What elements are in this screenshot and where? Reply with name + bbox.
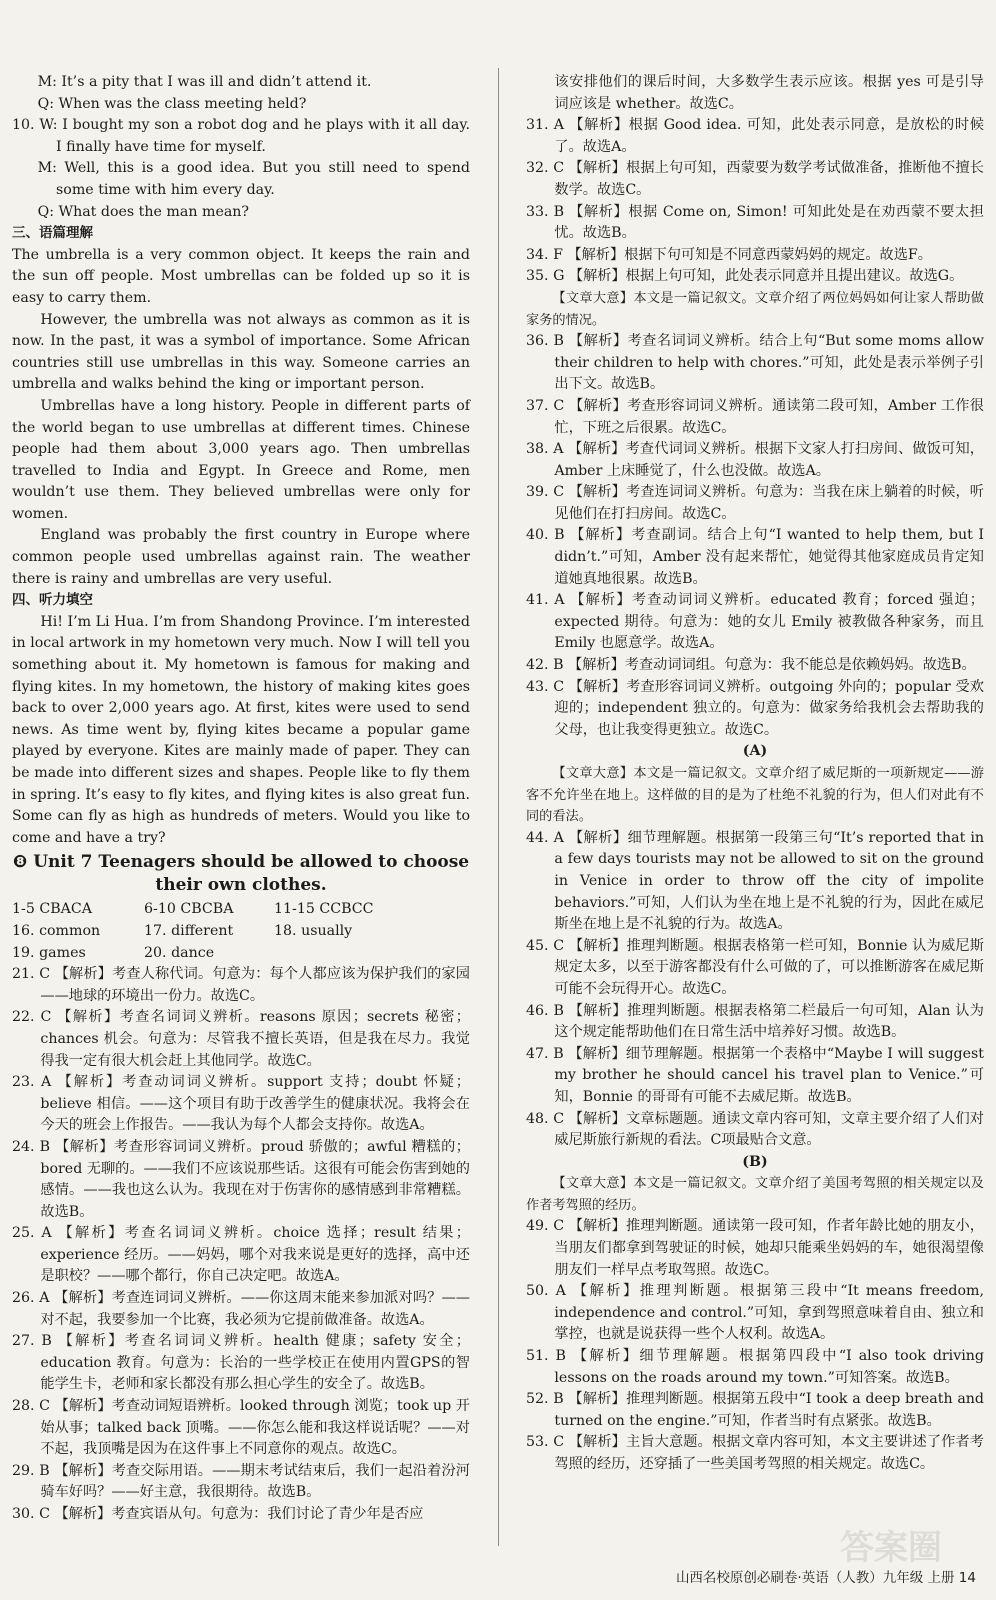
- passage-paragraph: However, the umbrella was not always as common as it is now. In the past, it was a symbol of importance. Some African countries still use umbrellas in this way. Someone carries an umbrella and walks behind the king or important person.: [12, 311, 470, 393]
- dialog-line: Q: What does the man mean?: [37, 203, 250, 220]
- answer-cell: 11-15 CCBCC: [274, 901, 374, 918]
- answer-item: 29. B 【解析】考查交际用语。——期末考试结束后，我们一起沿着汾河骑车好吗？——好主意，我很期待。故选B。: [12, 1462, 470, 1501]
- column-divider: [498, 68, 499, 1546]
- right-column: [526, 72, 984, 1476]
- answer-cell: 16. common: [12, 922, 101, 939]
- answer-row: [12, 943, 470, 965]
- unit-number-badge: ❽: [12, 852, 28, 873]
- left-column: [12, 72, 470, 1526]
- answer-item: 50. A 【解析】推理判断题。根据第三段中“It means freedom, independence and control.”可知，拿到驾照意味着自由、独立和掌控，也就是说获得一些个人权利。故选A。: [526, 1283, 984, 1343]
- answer-row: [12, 899, 470, 921]
- answer-item: 42. B 【解析】考查动词词组。句意为：我不能总是依赖妈妈。故选B。: [526, 657, 976, 674]
- answer-item: 32. C 【解析】根据上句可知，西蒙要为数学考试做准备，推断他不擅长数学。故选C。: [526, 160, 984, 198]
- answer-cell: 20. dance: [144, 944, 215, 961]
- answer-item: 49. C 【解析】推理判断题。通读第一段可知，作者年龄比她的朋友小，当朋友们都拿到驾驶证的时候，她却只能乘坐妈妈的车，她很渴望像朋友们一样早点考取驾照。故选C。: [526, 1218, 984, 1278]
- answer-item: 40. B 【解析】考查副词。结合上句“I wanted to help them, but I didn’t.”可知，Amber 没有起来帮忙，她觉得其他家庭成员肯定知道她真地很累。故选B。: [526, 527, 984, 587]
- unit-heading: [12, 851, 470, 897]
- answer-item: 36. B 【解析】考查名词词义辨析。结合上句“But some moms allow their children to help with chores.”可知，此处是表示举例子引出下文。故选B。: [526, 333, 984, 393]
- listening-text: Hi! I’m Li Hua. I’m from Shandong Province. I’m interested in local artwork in my hometown very much. Now I will tell you something about it. My hometown is famous for making and flying kites. In my hometown, the history of making kites goes back to over 2,000 years ago. At first, kites were used to send news. As time went by, flying kites became a popular game played by everyone. Kites are mainly made of paper. They can be made into different sizes and shapes. People like to fly them in spring. It’s easy to fly kites, and flying kites is also great fun. Some can fly as high as hundreds of meters. Would you like to come and have a try?: [12, 613, 470, 846]
- answer-item: 28. C 【解析】考查动词短语辨析。looked through 浏览；took up 开始从事；talked back 顶嘴。——你怎么能和我这样说话呢？——对不起，我顶嘴是因为在这件事上不同意你的观点。故选C。: [12, 1398, 470, 1458]
- part-label-b: (B): [742, 1153, 768, 1170]
- answer-item: 31. A 【解析】根据 Good idea. 可知，此处表示同意，是放松的时候了。故选A。: [526, 117, 984, 155]
- continued-text: 该安排他们的课后时间，大多数学生表示应该。根据 yes 可是引导词应该是 whether。故选C。: [554, 74, 984, 112]
- answer-item: 35. G 【解析】根据上句可知，此处表示同意并且提出建议。故选G。: [526, 268, 964, 285]
- answer-item: 45. C 【解析】推理判断题。根据表格第一栏可知，Bonnie 认为威尼斯规定太多，以至于游客都没有什么可做的了，可以推断游客在威尼斯可能不会玩得开心。故选C。: [526, 937, 984, 997]
- answer-item: 26. A 【解析】考查连词词义辨析。——你这周末能来参加派对吗？——对不起，我要参加一个比赛，我必须为它提前做准备。故选A。: [12, 1290, 470, 1328]
- article-summary: 【文章大意】本文是一篇记叙文。文章介绍了威尼斯的一项新规定——游客不允许坐在地上。这样做的目的是为了杜绝不礼貌的行为，但人们对此有不同的看法。: [526, 766, 984, 825]
- answer-item: 23. A 【解析】考查动词词义辨析。support 支持；doubt 怀疑；believe 相信。——这个项目有助于改善学生的健康状况。我将会在今天的班会上作报告。——我认为每个人都会支持你。故选A。: [12, 1074, 470, 1134]
- article-summary: 【文章大意】本文是一篇记叙文。文章介绍了两位妈妈如何让家人帮助做家务的情况。: [526, 290, 984, 328]
- answer-cell: 18. usually: [274, 922, 353, 939]
- dialog-line: M: Well, this is a good idea. But you still need to spend some time with him every day.: [37, 160, 470, 198]
- answer-item: 51. B 【解析】细节理解题。根据第四段中“I also took driving lessons on the roads around my town.”可知答案。故选B。: [526, 1348, 984, 1386]
- answer-item: 41. A 【解析】考查动词词义辨析。educated 教育；forced 强迫；expected 期待。句意为：她的女儿 Emily 被教做各种家务，而且 Emily 也愿意学。故选A。: [526, 592, 984, 652]
- page-footer: 山西名校原创必刷卷·英语（人教）九年级 上册 14: [675, 1570, 976, 1586]
- answer-item: 37. C 【解析】考查形容词词义辨析。通读第二段可知，Amber 工作很忙，下班之后很累。故选C。: [526, 397, 984, 436]
- answer-cell: 19. games: [12, 944, 86, 961]
- answer-item: 39. C 【解析】考查连词词义辨析。句意为：当我在床上躺着的时候，听见他们在打扫房间。故选C。: [526, 484, 984, 522]
- answer-item: 46. B 【解析】推理判断题。根据表格第二栏最后一句可知，Alan 认为这个规定能帮助他们在日常生活中培养好习惯。故选B。: [526, 1002, 984, 1041]
- answer-row: [12, 921, 470, 943]
- answer-item: 27. B 【解析】考查名词词义辨析。health 健康；safety 安全；education 教育。句意为：长治的一些学校正在使用内置GPS的智能学生卡，老师和家长都没有那么担心学生的安全了。故选B。: [12, 1333, 470, 1393]
- answer-item: 53. C 【解析】主旨大意题。根据文章内容可知，本文主要讲述了作者考驾照的经历，还穿插了一些美国考驾照的相关规定。故选C。: [526, 1434, 984, 1472]
- answer-cell: 1-5 CBACA: [12, 901, 92, 918]
- dialog-q10: 10. W: I bought my son a robot dog and he plays with it all day. I finally have time for myself.: [12, 117, 470, 155]
- part-label-a: (A): [742, 743, 768, 760]
- answer-cell: 6-10 CBCBA: [144, 901, 234, 918]
- passage-paragraph: Umbrellas have a long history. People in different parts of the world began to use umbrellas at different times. Chinese people had them about 3,000 years ago. Then umbrellas travelled to India and Egypt. In Greece and Rome, men wouldn’t use them. They believed umbrellas were only for women.: [12, 397, 470, 522]
- answer-item: 33. B 【解析】根据 Come on, Simon! 可知此处是在劝西蒙不要太担忧。故选B。: [526, 203, 984, 242]
- answer-item: 43. C 【解析】考查形容词词义辨析。outgoing 外向的；popular 受欢迎的；independent 独立的。句意为：做家务给我机会去帮助我的父母，也让我变得更独立。故选C。: [526, 678, 984, 738]
- answer-cell: [274, 943, 404, 965]
- answer-cell: 17. different: [144, 922, 234, 939]
- answer-item: 25. A 【解析】考查名词词义辨析。choice 选择；result 结果；experience 经历。——妈妈，哪个对我来说是更好的选择，高中还是职校？——哪个都行，你自己决定吧。故选A。: [12, 1225, 470, 1285]
- answer-item: 44. A 【解析】细节理解题。根据第一段第三句“It’s reported that in a few days tourists may not be allowed to sit on the ground in Venice in order to throw off the city of impolite behaviors.”可知，人们认为坐在地上是不礼貌的行为，因此在威尼斯坐在地上是不礼貌的行为。故选A。: [526, 829, 984, 933]
- answer-item: 22. C 【解析】考查名词词义辨析。reasons 原因；secrets 秘密；chances 机会。句意为：尽管我不擅长英语，但是我在尽力。我觉得我一定有很大机会赶上其他同学。故选C。: [12, 1009, 470, 1069]
- watermark-logo: 答案圈: [840, 1528, 942, 1568]
- answer-item: 48. C 【解析】文章标题题。通读文章内容可知，文章主要介绍了人们对威尼斯旅行新规的看法。C项最贴合文意。: [526, 1110, 984, 1149]
- passage-paragraph: England was probably the first country in Europe where common people used umbrellas against rain. The weather there is rainy and umbrellas are very useful.: [12, 527, 470, 587]
- section-heading-3: 三、语篇理解: [12, 225, 93, 242]
- section-heading-4: 四、听力填空: [12, 592, 93, 609]
- answer-item: 38. A 【解析】考查代词词义辨析。根据下文家人打扫房间、做饭可知，Amber 上床睡觉了，什么也没做。故选A。: [526, 441, 984, 479]
- answer-item: 47. B 【解析】细节理解题。根据第一个表格中“Maybe I will suggest my brother he should cancel his travel plan to Venice.”可知，Bonnie 的哥哥有可能不去威尼斯。故选B。: [526, 1045, 984, 1105]
- article-summary: 【文章大意】本文是一篇记叙文。文章介绍了美国考驾照的相关规定以及作者考驾照的经历。: [526, 1176, 984, 1213]
- dialog-line: M: It’s a pity that I was ill and didn’t attend it.: [37, 74, 372, 90]
- answer-item: 21. C 【解析】考查人称代词。句意为：每个人都应该为保护我们的家园——地球的环境出一份力。故选C。: [12, 966, 470, 1004]
- passage-paragraph: The umbrella is a very common object. It keeps the rain and the sun off people. Most umbrellas can be folded up so it is easy to carry them.: [12, 246, 470, 306]
- answer-item: 30. C 【解析】考查宾语从句。句意为：我们讨论了青少年是否应: [12, 1506, 424, 1522]
- answer-item: 52. B 【解析】推理判断题。根据第五段中“I took a deep breath and turned on the engine.”可知，作者当时有点紧张。故选B。: [526, 1391, 984, 1429]
- answer-item: 34. F 【解析】根据下句可知是不同意西蒙妈妈的规定。故选F。: [526, 246, 932, 263]
- answer-item: 24. B 【解析】考查形容词词义辨析。proud 骄傲的；awful 糟糕的；bored 无聊的。——我们不应该说那些话。这很有可能会伤害到她的感情。——我也这么认为。我现在对于伤害你的感情感到非常糟糕。故选B。: [12, 1138, 470, 1220]
- dialog-line: Q: When was the class meeting held?: [37, 95, 307, 112]
- unit-title: Unit 7 Teenagers should be allowed to choose their own clothes.: [33, 852, 470, 896]
